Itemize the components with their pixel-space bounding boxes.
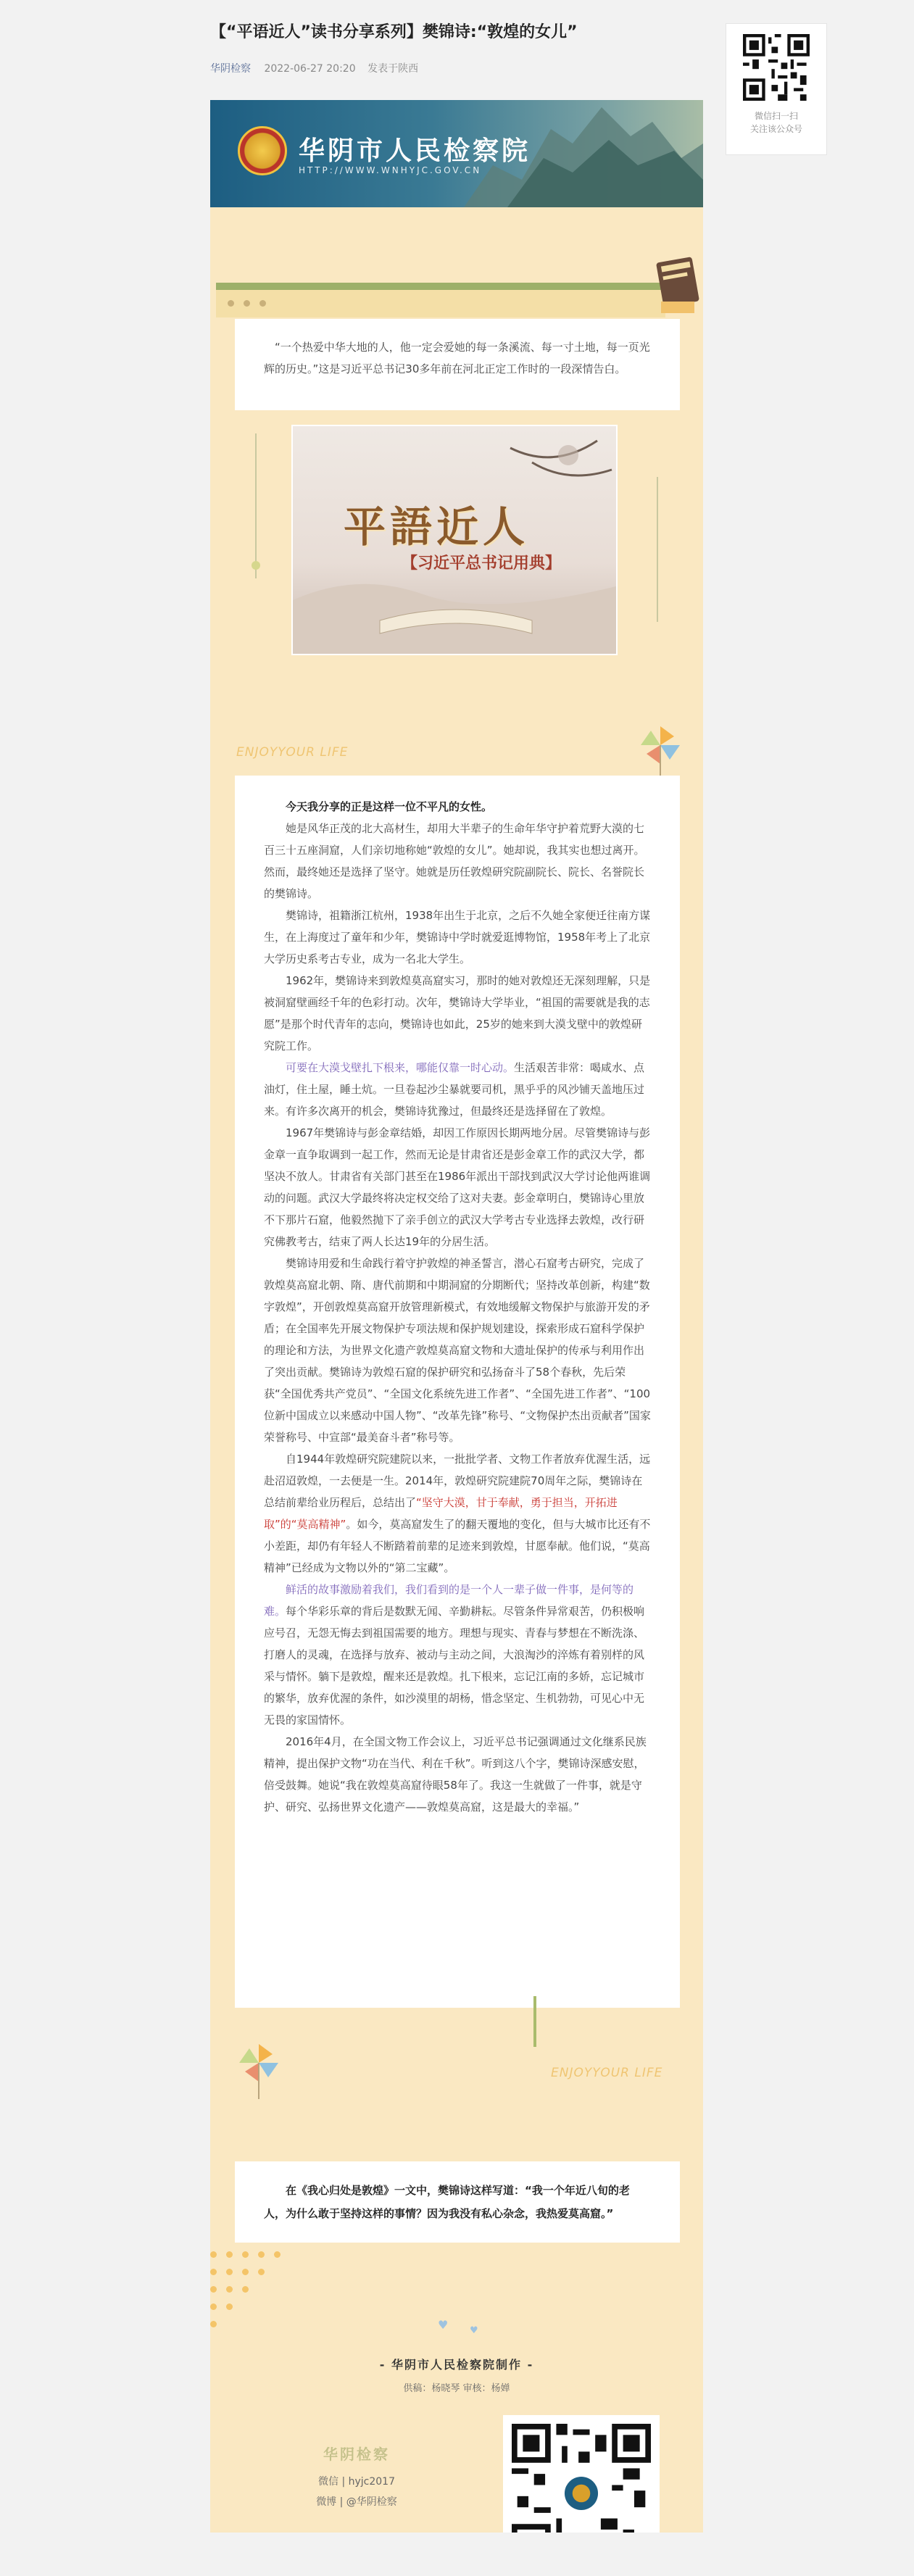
paragraph-3: 1962年，樊锦诗来到敦煌莫高窟实习，那时的她对敦煌还无深刻理解，只是被洞窟壁画经千年的色彩打动。次年，樊锦诗大学毕业，“祖国的需要就是我的志愿”是那个时代青年的志向，樊锦诗也如此，25岁的她来到大漠戈壁中的敦煌研究院工作。 (264, 974, 651, 1052)
enjoy-life-text: ENJOYYOUR LIFE (236, 745, 349, 760)
publish-date: 2022-06-27 20:20 (264, 63, 356, 75)
article-meta (210, 61, 703, 75)
footer-brand: 华阴检察 (323, 2446, 390, 2463)
decor-dot (244, 300, 250, 307)
article-body (210, 100, 703, 2533)
paragraph-1: 她是风华正茂的北大高材生，却用大半辈子的生命年华守护着荒野大漠的七百三十五座洞窟，人们亲切地称她“敦煌的女儿”。她却说，我其实也想过离开。然而，最终她还是选择了坚守。她就是历任敦煌研究院副院长、院长、名誉院长的樊锦诗。 (264, 822, 645, 900)
paragraph-4 (264, 1057, 651, 1122)
intro-text: “一个热爱中华大地的人，他一定会爱她的每一条溪流、每一寸土地，每一页光辉的历史。”这是习近平总书记30多年前在河北正定工作时的一段深情告白。 (264, 341, 650, 375)
procuratorate-emblem-icon (238, 126, 287, 175)
publish-location: 发表于陕西 (367, 63, 419, 75)
article-title: 【“平语近人”读书分享系列】樊锦诗:“敦煌的女儿” (210, 23, 578, 41)
lead-paragraph: 今天我分享的正是这样一位不平凡的女性。 (286, 800, 493, 813)
decor-line (255, 433, 257, 578)
quote-text: 在《我心归处是敦煌》一文中，樊锦诗这样写道：“我一个年近八旬的老人，为什么敢于坚持这样的事情？因为我没有私心杂念，我热爱莫高窟。” (264, 2184, 630, 2220)
stacked-books-icon (654, 251, 703, 323)
footer-wechat: 微信 | hyjc2017 (318, 2476, 395, 2488)
qr-caption-1: 微信扫一扫 (754, 111, 798, 121)
paragraph-4-text: 生活艰苦非常：喝咸水、点油灯，住土屋，睡土炕。一旦卷起沙尘暴就要司机，黑乎乎的风沙铺天盖地压过来。有许多次离开的机会，樊锦诗犹豫过，但最终还是选择留在了敦煌。 (264, 1061, 645, 1118)
follow-qr-panel[interactable] (726, 23, 827, 155)
enjoy-life-text: ENJOYYOUR LIFE (551, 2066, 663, 2080)
highlight-text: 可要在大漠戈壁扎下根来，哪能仅靠一时心动。 (286, 1061, 515, 1074)
qr-code-icon (512, 2424, 651, 2533)
paragraph-6: 樊锦诗用爱和生命践行着守护敦煌的神圣誓言，潜心石窟考古研究，完成了敦煌莫高窟北朝、隋、唐代前期和中期洞窟的分期断代；坚持改革创新，构建“数字敦煌”，开创敦煌莫高窟开放管理新模式，有效地缓解文物保护与旅游开发的矛盾；在全国率先开展文物保护专项法规和保护规划建设，探索形成石窟科学保护的理论和方法，为世界文化遗产敦煌莫高窟文物和大遗址保护的传承与利用作出了突出贡献。樊锦诗为敦煌石窟的保护研究和弘扬奋斗了58个春秋，先后荣获“全国优秀共产党员”、“全国文化系统先进工作者”、“全国先进工作者”、“100位新中国成立以来感动中国人物”、“改革先锋”称号、“文物保护杰出贡献者”国家荣誉称号、中宣部“最美奋斗者”称号等。 (264, 1257, 651, 1444)
decor-tab-bar (216, 283, 665, 317)
qr-code-icon (743, 34, 810, 101)
pinwheel-icon (236, 2041, 281, 2099)
cover-subtitle: 【习近平总书记用典】 (402, 554, 562, 573)
paragraph-7 (264, 1448, 651, 1579)
footer-account-info (284, 2443, 429, 2509)
footer-weibo: 微博 | @华阴检察 (316, 2496, 397, 2508)
paragraph-8 (264, 1579, 651, 1731)
credits-text: 供稿：杨晓琴 审核：杨婵 (403, 2383, 510, 2394)
account-link[interactable]: 华阴检察 (210, 63, 251, 75)
paragraph-8-text: 每个华彩乐章的背后是数默无闻、辛勤耕耘。尽管条件异常艰苦，仍积极响应号召，无怨无悔去到祖国需要的地方。理想与现实、青春与梦想在不断洗涤、打磨人的灵魂，在选择与放弃、被动与主动之间，大浪淘沙的淬炼有着别样的风采与情怀。躺下是敦煌，醒来还是敦煌。扎下根来，忘记江南的多娇，忘记城市的繁华，放弃优渥的条件，如沙漠里的胡杨，惜念坚定、生机勃勃，可见心中无无畏的家国情怀。 (264, 1605, 645, 1727)
quote-card (235, 2161, 680, 2243)
paragraph-7-text-b: 。如今，莫高窟发生了的翻天覆地的变化，但与大城市比还有不小差距，却仍有年轻人不断踏着前辈的足迹来到敦煌，甘愿奉献。他们说，“莫高精神”已经成为文物以外的“第二宝藏”。 (264, 1518, 651, 1574)
banner-name: 华阴市人民检察院 (299, 136, 531, 166)
heart-icon: ♥ (470, 2325, 478, 2336)
decor-line (533, 1996, 536, 2047)
main-text-card (235, 776, 680, 2008)
decor-dot (259, 300, 266, 307)
mogao-spirit-text: “坚守大漠，甘于奉献，勇于担当，开拓进取”的“莫高精神” (264, 1496, 618, 1531)
decor-ball (252, 561, 260, 570)
banner-url: HTTP://WWW.WNHYJC.GOV.CN (299, 165, 482, 175)
decor-line (657, 477, 658, 622)
footer-qr-panel[interactable] (503, 2415, 660, 2533)
cover-title: 平語近人 (344, 502, 530, 552)
heart-icon: ♥ (438, 2318, 449, 2332)
paragraph-7-text-a: 自1944年敦煌研究院建院以来，一批批学者、文物工作者放弃优渥生活，远赴沼迢敦煌，一去便是一生。2014年，敦煌研究院建院70周年之际，樊锦诗在总结前辈给业历程后，总结出了 (264, 1453, 651, 1509)
highlight-text: 鲜活的故事激励着我们，我们看到的是一个人一辈子做一件事，是何等的难。 (264, 1583, 634, 1618)
decor-dot-grid (210, 2251, 304, 2360)
pinwheel-icon (638, 723, 683, 778)
intro-card (235, 319, 680, 410)
qr-caption-2: 关注该公众号 (749, 124, 802, 134)
made-by-text: - 华阴市人民检察院制作 - (379, 2358, 534, 2372)
decor-dot (228, 300, 234, 307)
paragraph-9: 2016年4月，在全国文物工作会议上，习近平总书记强调通过文化继系民族精神，提出保护文物“功在当代、利在千秋”。听到这八个字，樊锦诗深感安慰，倍受鼓舞。她说“我在敦煌莫高窟待眼58年了。我这一生就做了一件事，就是守护、研究、弘扬世界文化遗产——敦煌莫高窟，这是最大的幸福。” (264, 1735, 647, 1813)
article-header (210, 20, 703, 75)
book-cover-image (291, 425, 618, 655)
procuratorate-banner (210, 100, 703, 207)
paragraph-5: 1967年樊锦诗与彭金章结婚，却因工作原因长期两地分居。尽管樊锦诗与彭金章一直争取调到一起工作，然而无论是甘肃省还是彭金章工作的武汉大学，都坚决不放人。甘肃省有关部门甚至在1986年派出干部找到武汉大学讨论他两谁调动的问题。武汉大学最终将决定权交给了这对夫妻。彭金章明白，樊锦诗心里放不下那片石窟，他毅然抛下了亲手创立的武汉大学考古专业选择去敦煌，改行研究佛教考古，结束了两人长达19年的分居生活。 (264, 1126, 651, 1248)
paragraph-2: 樊锦诗，祖籍浙江杭州，1938年出生于北京，之后不久她全家便迁往南方谋生，在上海度过了童年和少年，樊锦诗中学时就爱逛博物馆，1958年考上了北京大学历史系考古专业，成为一名北大学生。 (264, 909, 651, 965)
